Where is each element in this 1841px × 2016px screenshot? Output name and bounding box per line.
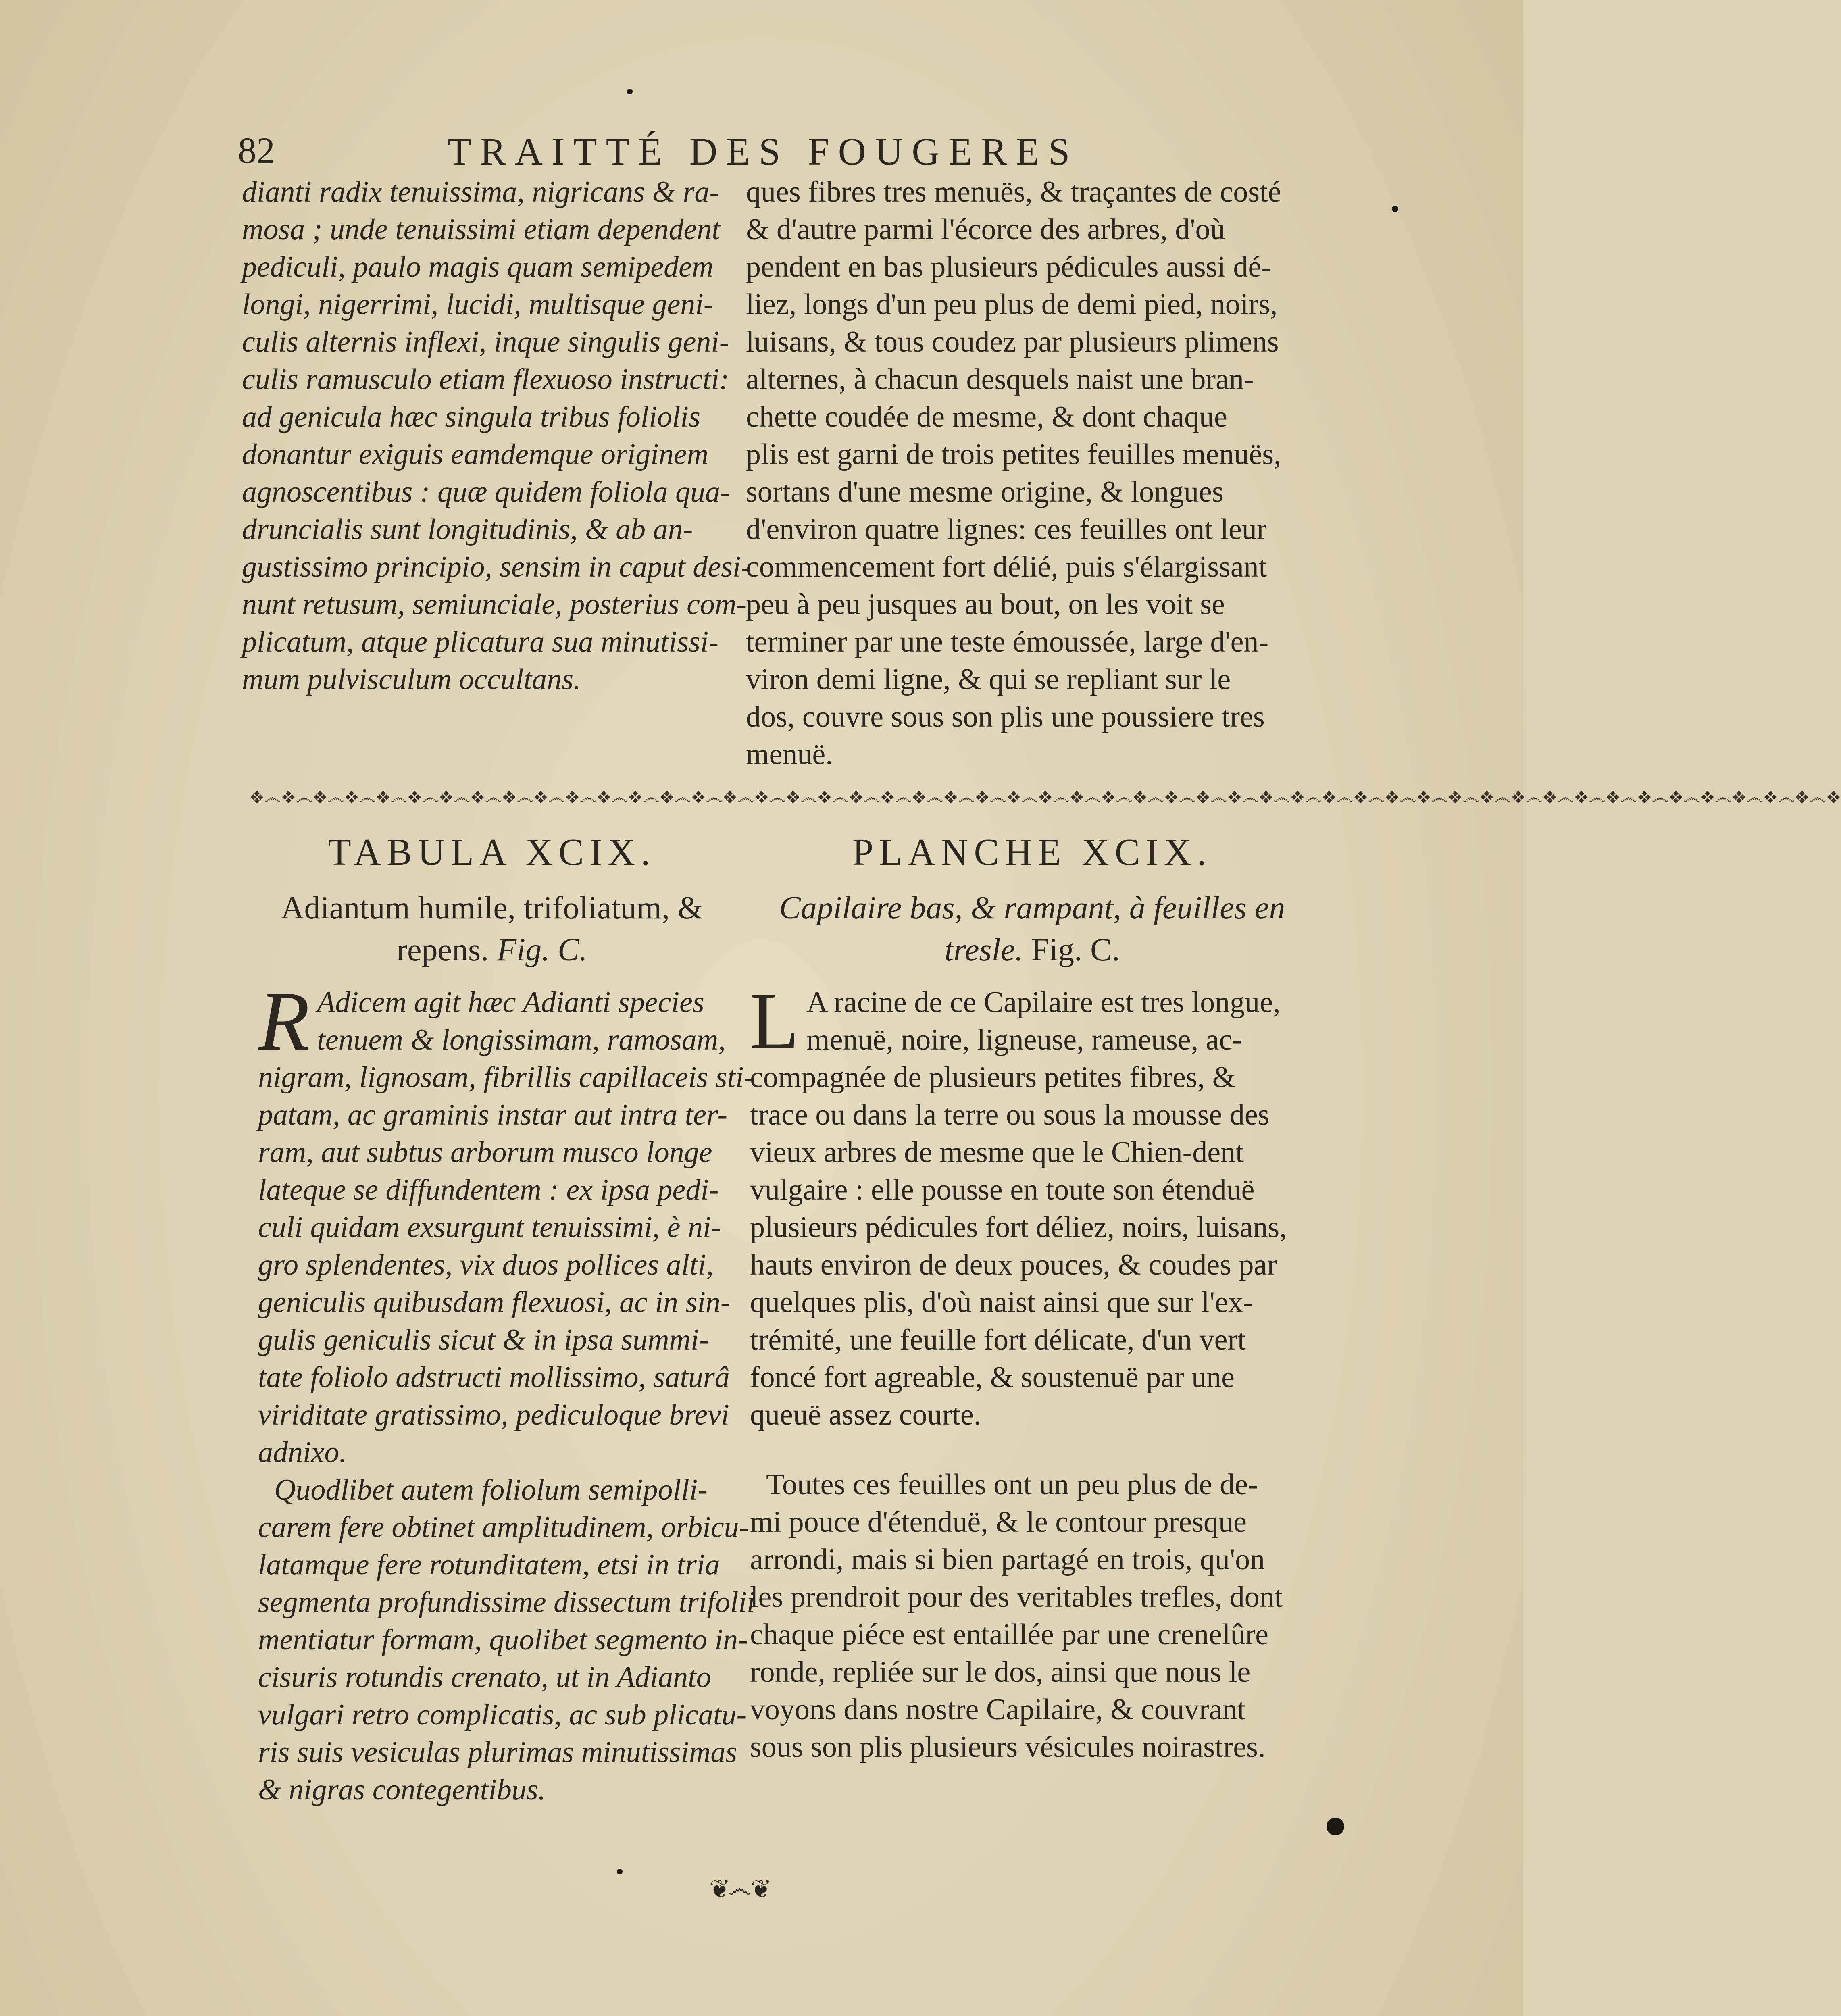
- paragraph-gap: [750, 1434, 1314, 1466]
- subtitle-line: Adiantum humile, trifoliatum, &: [281, 890, 703, 926]
- drop-cap: L: [750, 977, 800, 1066]
- text-line: quelques plis, d'où naist ainsi que sur l'ex-: [750, 1286, 1253, 1319]
- text-line: donantur exiguis eamdemque originem: [242, 438, 709, 471]
- text-line: peu à peu jusques au bout, on les voit se: [746, 588, 1225, 621]
- subtitle-line: [746, 929, 1318, 971]
- text-line: mum pulvisculum occultans.: [242, 663, 581, 696]
- text-line: pendent en bas plusieurs pédicules aussi dé-: [746, 250, 1271, 283]
- text-line: plis est garni de trois petites feuilles menuës,: [746, 438, 1281, 471]
- text-line: les prendroit pour des veritables trefles, dont: [750, 1581, 1283, 1614]
- text-line: patam, ac graminis instar aut intra ter-: [258, 1098, 728, 1131]
- figure-reference: Fig. C.: [1031, 932, 1120, 968]
- ornamental-divider: ❖෴❖෴❖෴❖෴❖෴❖෴❖෴❖෴❖෴❖෴❖෴❖෴❖෴❖෴❖෴❖෴❖෴❖෴❖෴❖෴❖෴❖෴❖෴❖෴❖෴❖෴❖෴❖෴❖෴❖෴❖෴❖෴❖෴❖෴❖෴❖෴❖෴❖෴❖෴❖෴❖෴❖෴❖෴❖෴❖෴❖෴❖෴❖෴❖෴❖෴❖: [250, 787, 1841, 807]
- text-line: d'environ quatre lignes: ces feuilles ont leur: [746, 513, 1267, 546]
- text-line: menuë, noire, ligneuse, rameuse, ac-: [806, 1023, 1242, 1056]
- text-line: liez, longs d'un peu plus de demi pied, noirs,: [746, 288, 1278, 321]
- page-number: 82: [238, 130, 275, 171]
- text-line: ram, aut subtus arborum musco longe: [258, 1136, 712, 1169]
- text-line: culis ramusculo etiam flexuoso instructi:: [242, 363, 729, 396]
- running-head: [238, 125, 1125, 181]
- latin-description: [258, 975, 755, 1809]
- french-continuation: [746, 173, 1318, 773]
- subtitle-line: [242, 929, 742, 971]
- text-line: alternes, à chacun desquels naist une bran-: [746, 363, 1254, 396]
- text-line: luisans, & tous coudez par plusieurs plimens: [746, 325, 1279, 358]
- text-line: plusieurs pédicules fort déliez, noirs, luisans,: [750, 1211, 1287, 1244]
- latin-subtitle: [242, 887, 742, 971]
- text-line: Toutes ces feuilles ont un peu plus de de-: [766, 1468, 1258, 1501]
- ink-spot: [1392, 206, 1398, 212]
- text-line: terminer par une teste émoussée, large d'en-: [746, 625, 1269, 658]
- running-title: TRAITTÉ DES FOUGERES: [448, 130, 1079, 173]
- text-line: menuë.: [746, 738, 833, 771]
- text-line: longi, nigerrimi, lucidi, multisque geni-: [242, 288, 714, 321]
- text-line: vulgaire : elle pousse en toute son étenduë: [750, 1173, 1255, 1206]
- subtitle-text: repens.: [396, 932, 489, 968]
- text-line: nunt retusum, semiunciale, posterius com-: [242, 588, 746, 621]
- text-line: carem fere obtinet amplitudinem, orbicu-: [258, 1511, 749, 1544]
- text-line: tenuem & longissimam, ramosam,: [317, 1023, 726, 1056]
- french-description: [750, 977, 1314, 1766]
- text-line: ques fibres tres menuës, & traçantes de costé: [746, 175, 1281, 208]
- text-line: Quodlibet autem foliolum semipolli-: [274, 1473, 708, 1506]
- text-line: mosa ; unde tenuissimi etiam dependent: [242, 213, 720, 246]
- text-line: chaque piéce est entaillée par une crenelûre: [750, 1618, 1269, 1651]
- text-line: latamque fere rotunditatem, etsi in tria: [258, 1548, 720, 1581]
- text-line: sortans d'une mesme origine, & longues: [746, 475, 1224, 508]
- latin-section-heading: TABULA XCIX.: [328, 831, 656, 873]
- text-line: hauts environ de deux pouces, & coudes par: [750, 1248, 1277, 1281]
- text-line: lateque se diffundentem : ex ipsa pedi-: [258, 1173, 719, 1206]
- text-line: cisuris rotundis crenato, ut in Adianto: [258, 1661, 711, 1694]
- text-line: ris suis vesiculas plurimas minutissimas: [258, 1736, 737, 1769]
- french-section-heading: PLANCHE XCIX.: [852, 831, 1212, 873]
- text-line: queuë assez courte.: [750, 1398, 981, 1431]
- subtitle-line: Capilaire bas, & rampant, à feuilles en: [779, 890, 1285, 926]
- text-line: trace ou dans la terre ou sous la mousse des: [750, 1098, 1270, 1131]
- text-line: & d'autre parmi l'écorce des arbres, d'où: [746, 213, 1225, 246]
- text-line: gulis geniculis sicut & in ipsa summi-: [258, 1323, 709, 1356]
- figure-reference: Fig. C.: [497, 932, 587, 968]
- text-line: voyons dans nostre Capilaire, & couvrant: [750, 1693, 1245, 1726]
- text-line: plicatum, atque plicatura sua minutissi-: [242, 625, 718, 658]
- text-line: arrondi, mais si bien partagé en trois, qu'on: [750, 1543, 1265, 1576]
- subtitle-text: tresle.: [944, 932, 1023, 968]
- text-line: chette coudée de mesme, & dont chaque: [746, 400, 1227, 433]
- text-line: commencement fort délié, puis s'élargissant: [746, 550, 1267, 583]
- text-line: vulgari retro complicatis, ac sub plicatu-: [258, 1698, 747, 1731]
- french-subtitle: [746, 887, 1318, 971]
- text-line: ad genicula hæc singula tribus foliolis: [242, 400, 700, 433]
- text-line: gro splendentes, vix duos pollices alti,: [258, 1248, 714, 1281]
- latin-continuation: [242, 173, 751, 698]
- text-line: agnoscentibus : quæ quidem foliola qua-: [242, 475, 730, 508]
- text-line: viriditate gratissimo, pediculoque brevi: [258, 1398, 729, 1431]
- text-line: druncialis sunt longitudinis, & ab an-: [242, 513, 693, 546]
- ink-spot: [1327, 1818, 1344, 1835]
- text-line: vieux arbres de mesme que le Chien-dent: [750, 1136, 1244, 1169]
- text-line: mi pouce d'étenduë, & le contour presque: [750, 1506, 1247, 1539]
- text-line: dos, couvre sous son plis une poussiere tres: [746, 700, 1265, 733]
- text-line: trémité, une feuille fort délicate, d'un vert: [750, 1323, 1246, 1356]
- text-line: dianti radix tenuissima, nigricans & ra-: [242, 175, 719, 208]
- tail-ornament: ❦෴❦: [710, 1875, 770, 1902]
- text-line: pediculi, paulo magis quam semipedem: [242, 250, 714, 283]
- text-line: A racine de ce Capilaire est tres longue,: [806, 986, 1281, 1019]
- text-line: Adicem agit hæc Adianti species: [317, 986, 704, 1019]
- ink-spot: [627, 89, 633, 94]
- text-line: foncé fort agreable, & soustenuë par une: [750, 1361, 1235, 1394]
- text-line: nigram, lignosam, fibrillis capillaceis sti-: [258, 1061, 754, 1094]
- text-line: mentiatur formam, quolibet segmento in-: [258, 1623, 748, 1656]
- text-line: adnixo.: [258, 1436, 347, 1469]
- text-line: gustissimo principio, sensim in caput desi-: [242, 550, 751, 583]
- text-line: geniculis quibusdam flexuosi, ac in sin-: [258, 1286, 731, 1319]
- ink-spot: [617, 1869, 623, 1874]
- drop-cap: R: [258, 975, 310, 1068]
- text-line: culis alternis inflexi, inque singulis geni-: [242, 325, 729, 358]
- text-line: culi quidam exsurgunt tenuissimi, è ni-: [258, 1211, 721, 1244]
- text-line: compagnée de plusieurs petites fibres, &: [750, 1061, 1236, 1094]
- text-line: & nigras contegentibus.: [258, 1773, 546, 1806]
- text-line: ronde, repliée sur le dos, ainsi que nous le: [750, 1656, 1251, 1689]
- text-line: sous son plis plusieurs vésicules noirastres.: [750, 1731, 1266, 1764]
- text-line: tate foliolo adstructi mollissimo, saturâ: [258, 1361, 730, 1394]
- text-line: segmenta profundissime dissectum trifolii: [258, 1586, 755, 1619]
- text-line: viron demi ligne, & qui se repliant sur le: [746, 663, 1231, 696]
